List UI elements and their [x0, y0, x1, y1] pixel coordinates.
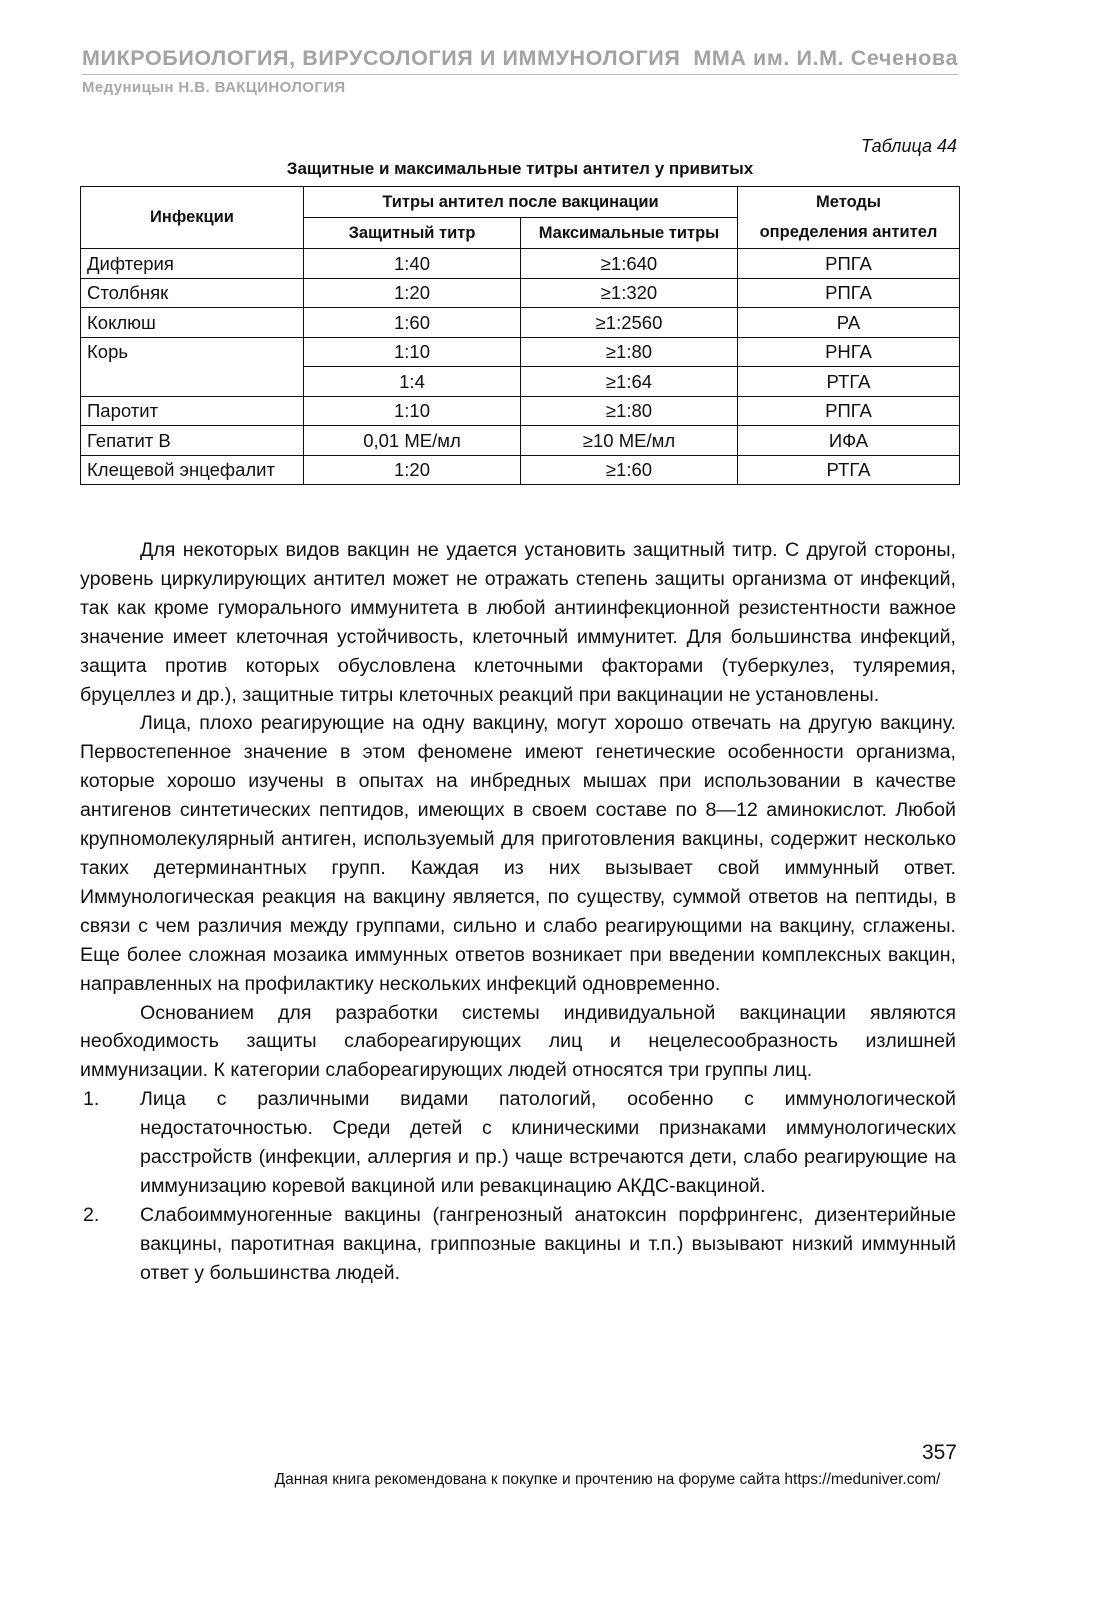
col-header-infections: Инфекции — [81, 187, 304, 249]
cell-method: РТГА — [738, 367, 960, 397]
list-item-text: Слабоиммуногенные вакцины (гангренозный анатоксин порфрингенс, дизентерийные вакцины, паротитная вакцина, гриппозные вакцины и т.п.) вызывают низкий иммунный ответ у большинства людей. — [140, 1203, 956, 1284]
footer-note: Данная книга рекомендована к покупке и прочтению на форуме сайта https://meduniver.com/ — [274, 1471, 941, 1488]
cell-method: РНГА — [738, 337, 960, 367]
table-row — [81, 426, 960, 456]
cell-maximum: ≥1:80 — [521, 337, 738, 367]
cell-maximum: ≥1:64 — [521, 367, 738, 397]
table-row — [81, 308, 960, 338]
list-item-text: Лица с различными видами патологий, особенно с иммунологической недостаточностью. Среди детей с клиническими признаками иммунологических расстройств (инфекции, аллергия и пр.) чаще встречаются дети, слабо реагирующие на иммунизацию коревой вакциной или ревакцинацию АКДС-вакциной. — [140, 1088, 956, 1197]
header-institution: ММА им. И.М. Сеченова — [693, 46, 958, 70]
cell-maximum: ≥1:2560 — [521, 308, 738, 338]
cell-infection: Корь — [81, 337, 304, 396]
cell-protective: 1:10 — [304, 396, 521, 426]
cell-maximum: ≥1:320 — [521, 278, 738, 308]
table-header-row — [81, 187, 960, 218]
table-row — [81, 278, 960, 308]
col-header-methods-top: Методы — [738, 187, 960, 218]
cell-method: РПГА — [738, 249, 960, 279]
cell-maximum: ≥1:60 — [521, 455, 738, 485]
cell-protective: 1:10 — [304, 337, 521, 367]
cell-infection: Паротит — [81, 396, 304, 426]
table-title: Защитные и максимальные титры антител у привитых — [286, 159, 754, 178]
cell-method: ИФА — [738, 426, 960, 456]
cell-infection: Столбняк — [81, 278, 304, 308]
cell-protective: 1:20 — [304, 278, 521, 308]
cell-infection: Дифтерия — [81, 249, 304, 279]
cell-infection: Коклюш — [81, 308, 304, 338]
header-author-title: Медуницын Н.В. ВАКЦИНОЛОГИЯ — [82, 79, 346, 96]
paragraph: Лица, плохо реагирующие на одну вакцину, могут хорошо отвечать на другую вакцину. Первостепенное значение в этом феномене имеют генетические особенности организма, которые хорошо изучены в опытах на инбредных мышах при использовании в качестве антигенов синтетических пептидов, имеющих в своем составе по 8—12 аминокислот. Любой крупномолекулярный антиген, используемый для приготовления вакцины, содержит несколько таких детерминантных групп. Каждая из них вызывает свой иммунный ответ. Иммунологическая реакция на вакцину является, по существу, суммой ответов на пептиды, в связи с чем различия между группами, сильно и слабо реагирующими на вакцину, сглажены. Еще более сложная мозаика иммунных ответов возникает при введении комплексных вакцин, направленных на профилактику нескольких инфекций одновременно. — [80, 712, 956, 995]
list-item — [80, 1201, 956, 1288]
numbered-list — [80, 1085, 956, 1287]
cell-maximum: ≥1:80 — [521, 396, 738, 426]
col-header-titers-group: Титры антител после вакцинации — [304, 187, 738, 218]
cell-method: РПГА — [738, 396, 960, 426]
table-row — [81, 337, 960, 367]
page-number: 357 — [921, 1441, 957, 1464]
col-header-protective: Защитный титр — [304, 218, 521, 249]
list-item — [80, 1085, 956, 1201]
titers-table — [80, 186, 960, 485]
cell-method: РА — [738, 308, 960, 338]
cell-protective: 1:40 — [304, 249, 521, 279]
cell-method: РТГА — [738, 455, 960, 485]
col-header-maximum: Максимальные титры — [521, 218, 738, 249]
cell-protective: 1:20 — [304, 455, 521, 485]
cell-protective: 0,01 МЕ/мл — [304, 426, 521, 456]
table-row — [81, 396, 960, 426]
paragraph: Основанием для разработки системы индивидуальной вакцинации являются необходимость защиты слабореагирующих лиц и нецелесообразность излишней иммунизации. К категории слабореагирующих людей относятся три группы лиц. — [80, 1001, 956, 1082]
col-header-methods-bottom: определения антител — [738, 218, 960, 249]
cell-infection: Гепатит В — [81, 426, 304, 456]
cell-protective: 1:60 — [304, 308, 521, 338]
cell-infection: Клещевой энцефалит — [81, 455, 304, 485]
list-item-number: 1. — [83, 1088, 100, 1111]
list-item-number: 2. — [83, 1203, 100, 1226]
table-number: Таблица 44 — [860, 136, 957, 156]
cell-maximum: ≥1:640 — [521, 249, 738, 279]
table-row — [81, 455, 960, 485]
body-text — [80, 536, 956, 1288]
cell-method: РПГА — [738, 278, 960, 308]
running-header — [82, 46, 958, 75]
cell-protective: 1:4 — [304, 367, 521, 397]
table-row — [81, 249, 960, 279]
header-subject: МИКРОБИОЛОГИЯ, ВИРУСОЛОГИЯ И ИММУНОЛОГИЯ — [82, 46, 681, 70]
paragraph: Для некоторых видов вакцин не удается установить защитный титр. С другой стороны, уровень циркулирующих антител может не отражать степень защиты организма от инфекций, так как кроме гуморального иммунитета в любой антиинфекционной резистентности важное значение имеет клеточная устойчивость, клеточный иммунитет. Для большинства инфекций, защита против которых обусловлена клеточными факторами (туберкулез, туляремия, бруцеллез и др.), защитные титры клеточных реакций при вакцинации не установлены. — [80, 539, 956, 706]
cell-maximum: ≥10 МЕ/мл — [521, 426, 738, 456]
